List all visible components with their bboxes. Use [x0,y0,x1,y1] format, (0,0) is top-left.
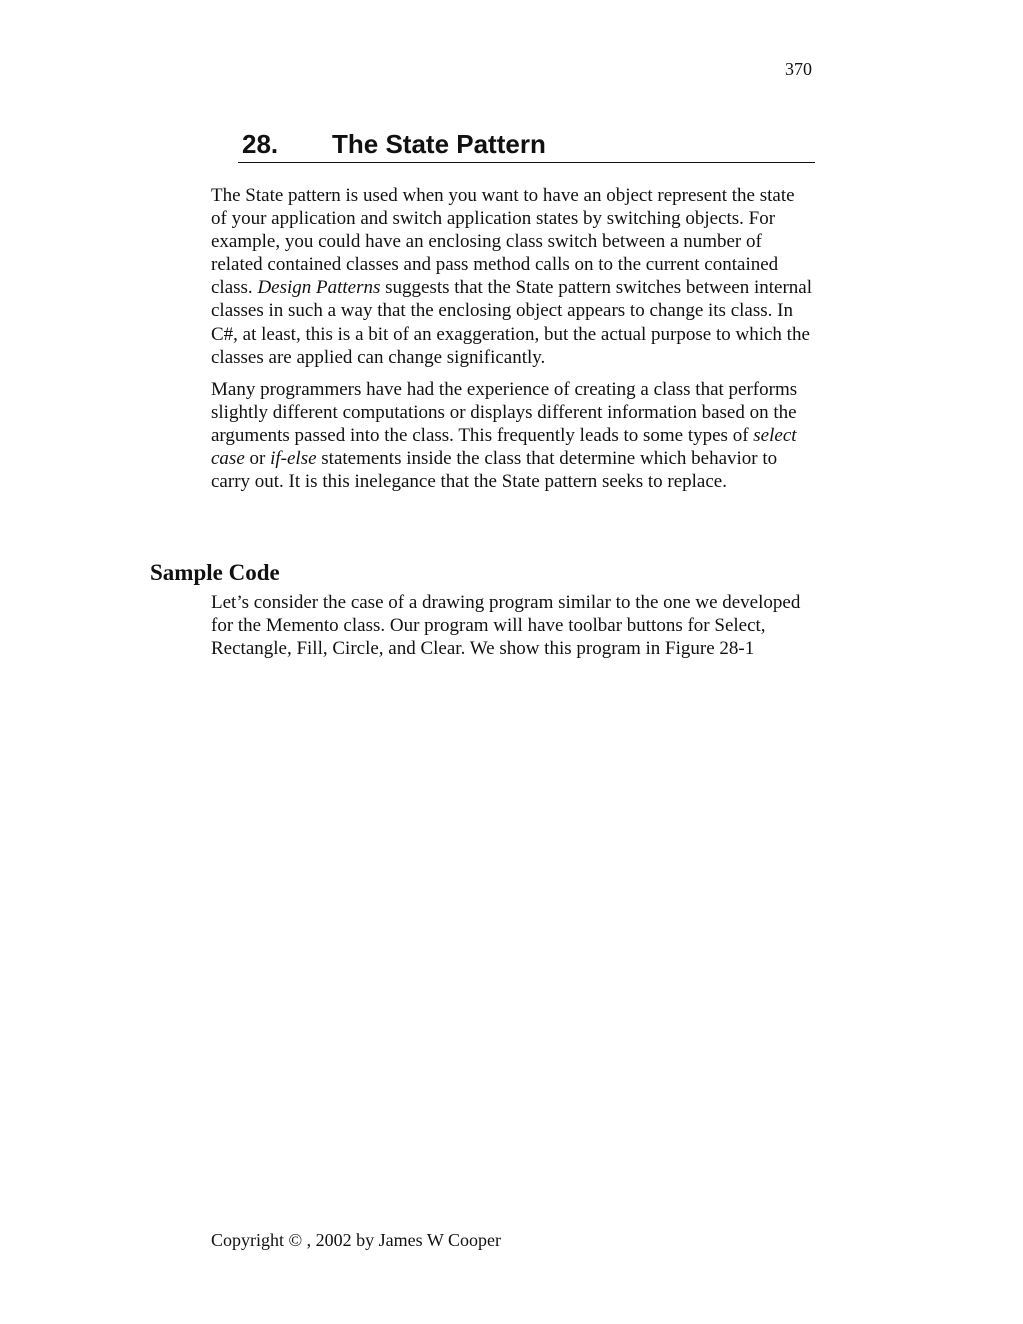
intro-p2-part1: Many programmers have had the experience of creating a class that performs slightly different computations or displays different information based on the arguments passed into the class. This frequently leads to some types of [211,378,798,446]
intro-p2-italic-if-else: if-else [270,448,317,470]
intro-p1-italic: Design Patterns [257,277,381,299]
intro-p2-part2: or [244,448,271,470]
copyright-footer: Copyright © , 2002 by James W Cooper [211,1230,501,1250]
intro-p1-text-before: The State pattern is used when you want to have an object represent the state of your application and switch application states by switching objects. For example, you could have an enclosing class switch between a number of related contained classes and pass method calls on to the current contained class. [211,185,795,299]
section-heading-sample-code: Sample Code [150,560,280,585]
intro-p1-text-after: suggests that the State pattern switches between internal classes in such a way that the enclosing object appears to change its class. In C#, at least, this is a bit of an exaggeration, but the actual purpose to which the classes are applied can change significantly. [211,277,813,368]
intro-paragraph-2 [211,378,815,493]
intro-section [211,184,815,493]
intro-paragraph-1 [211,184,815,369]
page-number: 370 [785,59,812,79]
intro-p2-italic-select-case: select case [211,424,797,470]
chapter-number: 28. [242,129,279,159]
sample-code-paragraph: Let’s consider the case of a drawing program similar to the one we developed for the Memento class. Our program will have toolbar buttons for Select, Rectangle, Fill, Circle, and Clear. We show this program in Figure 28-1 [211,592,801,660]
chapter-title: The State Pattern [332,129,546,159]
intro-p2-part3: statements inside the class that determine which behavior to carry out. It is this inelegance that the State pattern seeks to replace. [211,448,778,493]
chapter-heading [238,126,815,163]
sample-code-section [211,591,815,660]
